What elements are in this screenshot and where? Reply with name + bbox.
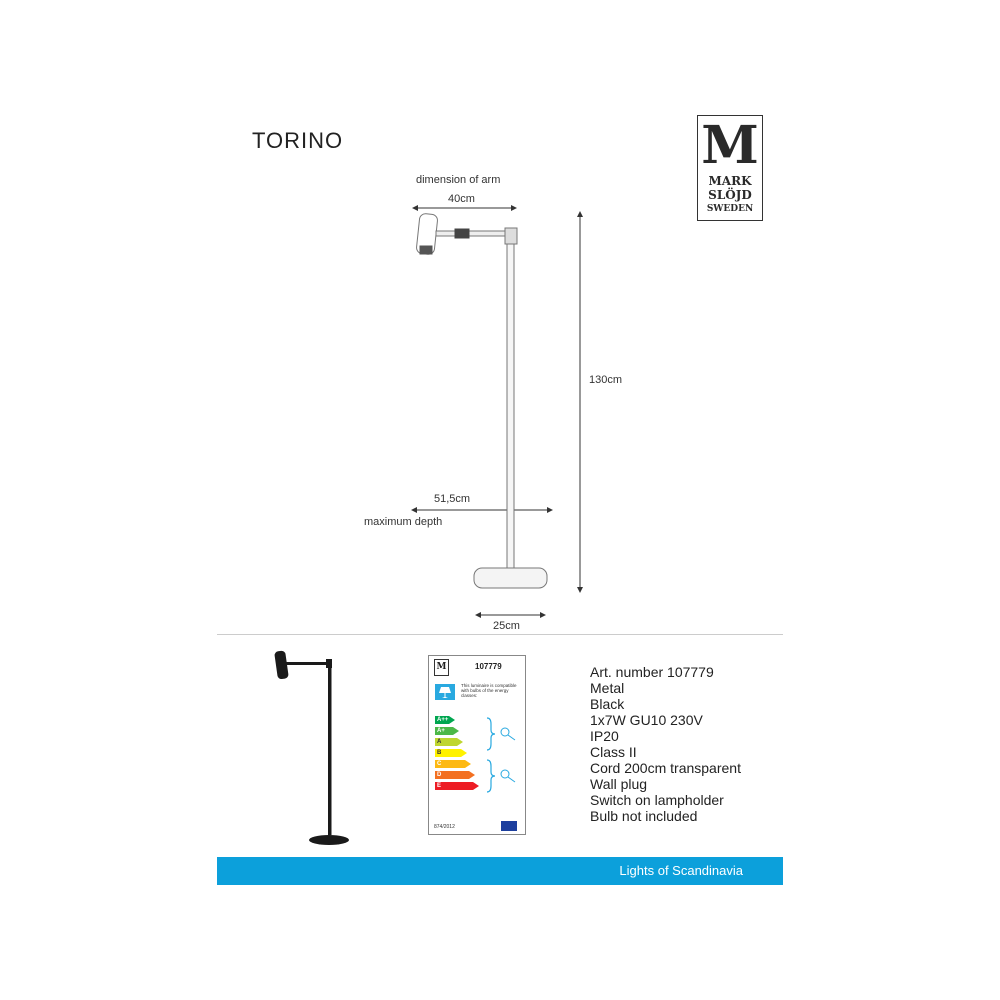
footer-bar — [217, 857, 783, 885]
energy-label — [428, 655, 526, 835]
energy-class-bar: C — [435, 760, 465, 768]
spec-item: Art. number 107779 — [590, 664, 714, 680]
product-photo — [262, 645, 362, 850]
spec-item: Cord 200cm transparent — [590, 760, 741, 776]
energy-label-logo: M — [434, 659, 449, 676]
depth-value: 51,5cm — [434, 493, 471, 505]
energy-label-article-number: 107779 — [475, 662, 502, 671]
height-value: 130cm — [589, 374, 623, 386]
lamp-icon — [435, 684, 455, 700]
spec-item: 1x7W GU10 230V — [590, 712, 703, 728]
arm-value: 40cm — [448, 193, 475, 205]
base-value: 25cm — [493, 620, 520, 632]
arm-caption: dimension of arm — [416, 174, 501, 186]
logo-letter: M — [701, 115, 759, 176]
spec-item: Black — [590, 696, 625, 712]
spec-item: Switch on lampholder — [590, 792, 724, 808]
spec-list — [590, 664, 741, 824]
spec-item: Bulb not included — [590, 808, 698, 824]
energy-class-bar: B — [435, 749, 461, 757]
eu-flag-icon — [501, 821, 517, 831]
section-divider — [217, 634, 783, 635]
footer-tagline: Lights of Scandinavia — [619, 863, 743, 878]
spec-item: Metal — [590, 680, 625, 696]
logo-line-3: SWEDEN — [706, 204, 754, 214]
bulb-bracket-icon — [483, 716, 523, 796]
spec-item: IP20 — [590, 728, 619, 744]
logo-line-1: MARK — [708, 174, 752, 188]
spec-item: Class II — [590, 744, 637, 760]
energy-class-bar: A+ — [435, 727, 453, 735]
energy-class-bar: A — [435, 738, 457, 746]
energy-class-bar: A++ — [437, 717, 449, 723]
energy-regulation: 874/2012 — [434, 824, 455, 830]
energy-compatibility-text: This luminaire is compatible with bulbs of the energy classes: — [461, 683, 517, 698]
spec-item: Wall plug — [590, 776, 648, 792]
logo-line-2: SLÖJD — [708, 188, 752, 202]
product-title: TORINO — [252, 128, 344, 153]
lamp-outline — [416, 213, 547, 588]
depth-caption: maximum depth — [364, 516, 443, 528]
black-lamp-illustration — [274, 650, 349, 845]
energy-class-bar: E — [435, 782, 473, 790]
energy-class-bar: D — [435, 771, 469, 779]
